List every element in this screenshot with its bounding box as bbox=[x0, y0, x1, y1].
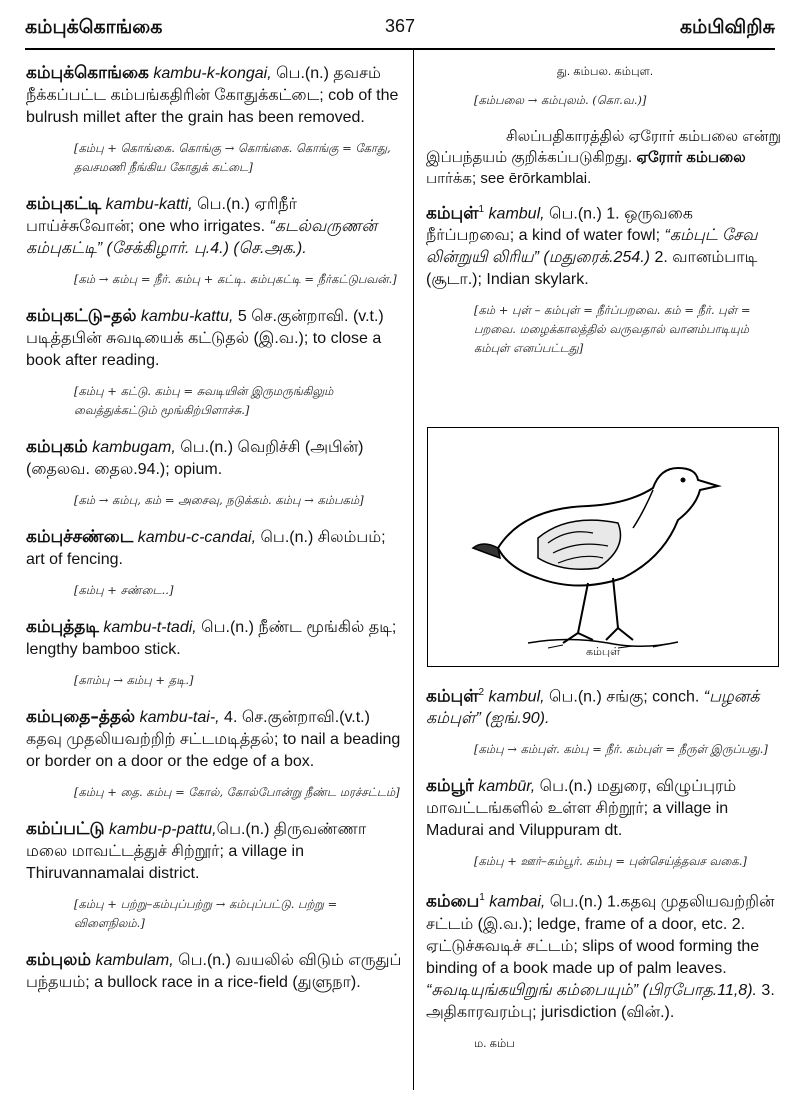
header-guide-word-left: கம்புக்கொங்கை bbox=[25, 16, 163, 38]
etymology: [கம்பு + தை. கம்பு = கோல், கோல்போன்று நீண்ட மரச்சட்டம்] bbox=[74, 785, 400, 799]
etymology: [கம்பு + சண்டை..] bbox=[74, 583, 174, 597]
quotation: “கடல்வருணன் கம்புகட்டி” (சேக்கிழார். பு.4.) (செ.அக.). bbox=[26, 218, 378, 257]
etymology: [கம் → கம்பு, கம் = அசைவு, நடுக்கம். கம்பு → கம்பகம்] bbox=[74, 493, 364, 507]
dictionary-entry bbox=[26, 706, 402, 773]
headword: கம்புகட்டி bbox=[26, 194, 102, 214]
transliteration: kambu-t-tadi, bbox=[103, 619, 197, 636]
transliteration: kambūr, bbox=[473, 778, 536, 796]
transliteration: kambu-katti, bbox=[105, 196, 193, 213]
homonym-number: 1 bbox=[478, 204, 485, 215]
definition: பெ.(n.) 1. ஒருவகை நீர்ப்பறவை; a kind of water fowl; bbox=[426, 205, 693, 245]
note-paragraph bbox=[426, 126, 784, 189]
definition: பெ.(n.) வெறிச்சி (அபின்) (தைலவ. தைல.94.); opium. bbox=[26, 439, 364, 478]
etymology: [கம்பு + பற்று–கம்புப்பற்று → கம்புப்பட்டு. பற்று = விளைநிலம்.] bbox=[74, 897, 338, 930]
etymology: [கம் → கம்பு = நீர். கம்பு + கட்டி. கம்புகட்டி = நீர்கட்டுபவன்.] bbox=[74, 272, 397, 286]
dictionary-entry bbox=[426, 887, 784, 1023]
quotation: “பழனக் கம்புள்” (ஐங்.90). bbox=[426, 688, 760, 728]
dictionary-entry bbox=[26, 436, 402, 481]
transliteration: kambugam, bbox=[92, 439, 176, 456]
etymology: [காம்பு → கம்பு + தடி.] bbox=[74, 673, 194, 687]
transliteration: kambu-kattu, bbox=[140, 308, 234, 325]
dictionary-entry bbox=[426, 682, 784, 730]
etymology: [கம்பு + கட்டு. கம்பு = சுவடியின் இருமருங்கிலும் வைத்துக்கட்டும் மூங்கிற்பிளாச்சு.] bbox=[74, 384, 334, 417]
transliteration: kambu-p-pattu, bbox=[109, 821, 217, 838]
page-header bbox=[25, 10, 775, 50]
dictionary-entry bbox=[26, 949, 402, 994]
transliteration: kambu-k-kongai, bbox=[153, 65, 272, 82]
definition-continued: 3. அதிகாரவரம்பு; jurisdiction (வின்.). bbox=[426, 981, 775, 1021]
header-guide-word-right: கம்பிவிறிசு bbox=[679, 16, 775, 38]
dictionary-entry bbox=[426, 775, 784, 842]
transliteration: kambu-c-candai, bbox=[137, 529, 257, 546]
dictionary-entry bbox=[26, 616, 402, 661]
water-fowl-drawing bbox=[428, 428, 777, 665]
dictionary-entry bbox=[26, 526, 402, 571]
transliteration: kambul, bbox=[484, 205, 545, 223]
dictionary-entry bbox=[26, 305, 402, 372]
etymology: [கம்பு + கொங்கை. கொங்கு → கொங்கை. கொங்கு = கோது, தவசமணி நீங்கிய கோதுக் கட்டை] bbox=[74, 141, 391, 174]
dictionary-entry bbox=[426, 199, 784, 291]
note-text-end: பார்க்க; see ērōrkamblai. bbox=[426, 170, 592, 187]
dictionary-entry bbox=[26, 62, 402, 129]
definition: 4. செ.குன்றாவி.(v.t.) கதவு முதலியவற்றிற் சட்டமடித்தல்; to nail a beading or border on a door or the edge of a box. bbox=[26, 709, 401, 770]
page-number: 367 bbox=[384, 16, 416, 36]
headword: கம்பூர் bbox=[426, 776, 474, 797]
dictionary-entry bbox=[26, 818, 402, 885]
etymology: [கம்பு → கம்புள். கம்பு = நீர். கம்புள் = நீருள் இருப்பது.] bbox=[474, 742, 768, 757]
definition: பெ.(n.) மதுரை, விழுப்புரம் மாவட்டங்களில் உள்ள சிற்றூர்; a village in Madurai and Viluppuram dt. bbox=[426, 778, 737, 840]
transliteration: kambul, bbox=[484, 688, 545, 706]
definition: பெ.(n.) சிலம்பம்; art of fencing. bbox=[26, 529, 386, 568]
cognate-line: து. கம்பல. கம்புள. bbox=[556, 66, 654, 78]
cognate-line: ம. கம்ப bbox=[474, 1037, 515, 1050]
headword: கம்புத்தடி bbox=[26, 617, 99, 637]
right-column-top bbox=[426, 62, 784, 374]
left-column bbox=[26, 62, 402, 1004]
definition: பெ.(n.) நீண்ட மூங்கில் தடி; lengthy bamboo stick. bbox=[26, 619, 397, 658]
definition-continued: 2. வானம்பாடி (சூடா.); Indian skylark. bbox=[426, 249, 758, 289]
dictionary-entry bbox=[26, 193, 402, 260]
etymology: [கம்பலை → கம்புலம். (கொ.வ.)] bbox=[474, 93, 647, 107]
column-divider bbox=[413, 50, 414, 1090]
etymology: [கம்பு + ஊர்–கம்பூர். கம்பு = புன்செய்த்தவச வகை.] bbox=[474, 854, 747, 869]
headword: கம்புள் bbox=[426, 686, 479, 707]
headword: கம்புலம் bbox=[26, 950, 91, 970]
transliteration: kambulam, bbox=[95, 952, 174, 969]
headword: கம்புதை–த்தல் bbox=[26, 707, 136, 727]
etymology: [கம் + புள் – கம்புள் = நீர்ப்பறவை. கம் = நீர். புள் = பறவை. மழைக்காலத்தில் வருவதால் வானம்பாடியும் கம்புள் எனப்பட்டது] bbox=[474, 303, 751, 356]
bird-illustration bbox=[427, 427, 779, 667]
definition: பெ.(n.) திருவண்ணா மலை மாவட்டத்துச் சிற்றூர்; a village in Thiruvannamalai district. bbox=[26, 821, 367, 882]
headword: கம்புள் bbox=[426, 203, 479, 224]
right-column-bottom bbox=[426, 682, 784, 1055]
definition: பெ.(n.) சங்கு; conch. bbox=[544, 688, 704, 706]
transliteration: kambai, bbox=[484, 893, 546, 911]
definition: 5 செ.குன்றாவி. (v.t.) படித்தபின் சுவடியைக் கட்டுதல் (இ.வ.); to close a book after reading. bbox=[26, 308, 384, 369]
headword: கம்புக்கொங்கை bbox=[26, 63, 149, 83]
note-text: சிலப்பதிகாரத்தில் ஏரோர் கம்பலை என்று இப்பந்தயம் குறிக்கப்படுகிறது. bbox=[426, 128, 782, 166]
headword: கம்புச்சண்டை bbox=[26, 527, 134, 547]
homonym-number: 1 bbox=[479, 892, 485, 904]
headword: கம்ப்பட்டு bbox=[26, 819, 105, 839]
headword: கம்புகம் bbox=[26, 437, 88, 457]
cross-reference: ஏரோர் கம்பலை bbox=[636, 149, 746, 166]
figure-caption: கம்புள் bbox=[586, 645, 620, 658]
quotation: “கம்புட் சேவ லின்றுயி லிரிய” (மதுரைக்.254.) bbox=[426, 227, 758, 267]
headword: கம்புகட்டு–தல் bbox=[26, 306, 137, 326]
transliteration: kambu-tai-, bbox=[139, 709, 220, 726]
definition: பெ.(n.) வயலில் விடும் எருதுப் பந்தயம்; a bullock race in a rice-field (துளுநா). bbox=[26, 952, 402, 991]
definition: பெ.(n.) தவசம் நீக்கப்பட்ட கம்பங்கதிரின் கோதுக்கட்டை; cob of the bulrush millet after the grain has been removed. bbox=[26, 65, 399, 126]
quotation: “சுவடியுங்கயிறுங் கம்பையும்” (பிரபோத.11,8). bbox=[426, 981, 757, 999]
definition: பெ.(n.) 1.கதவு முதலியவற்றின் சட்டம் (இ.வ.); ledge, frame of a door, etc. 2. ஏட்டுச்சுவடிச் சட்டம்; slips of wood forming the binding of a book made up of palm leaves. bbox=[426, 893, 775, 977]
homonym-number: 2 bbox=[478, 687, 485, 698]
headword: கம்பை bbox=[426, 891, 480, 912]
definition: பெ.(n.) ஏரிநீர் பாய்ச்சுவோன்; one who irrigates. bbox=[26, 196, 298, 235]
